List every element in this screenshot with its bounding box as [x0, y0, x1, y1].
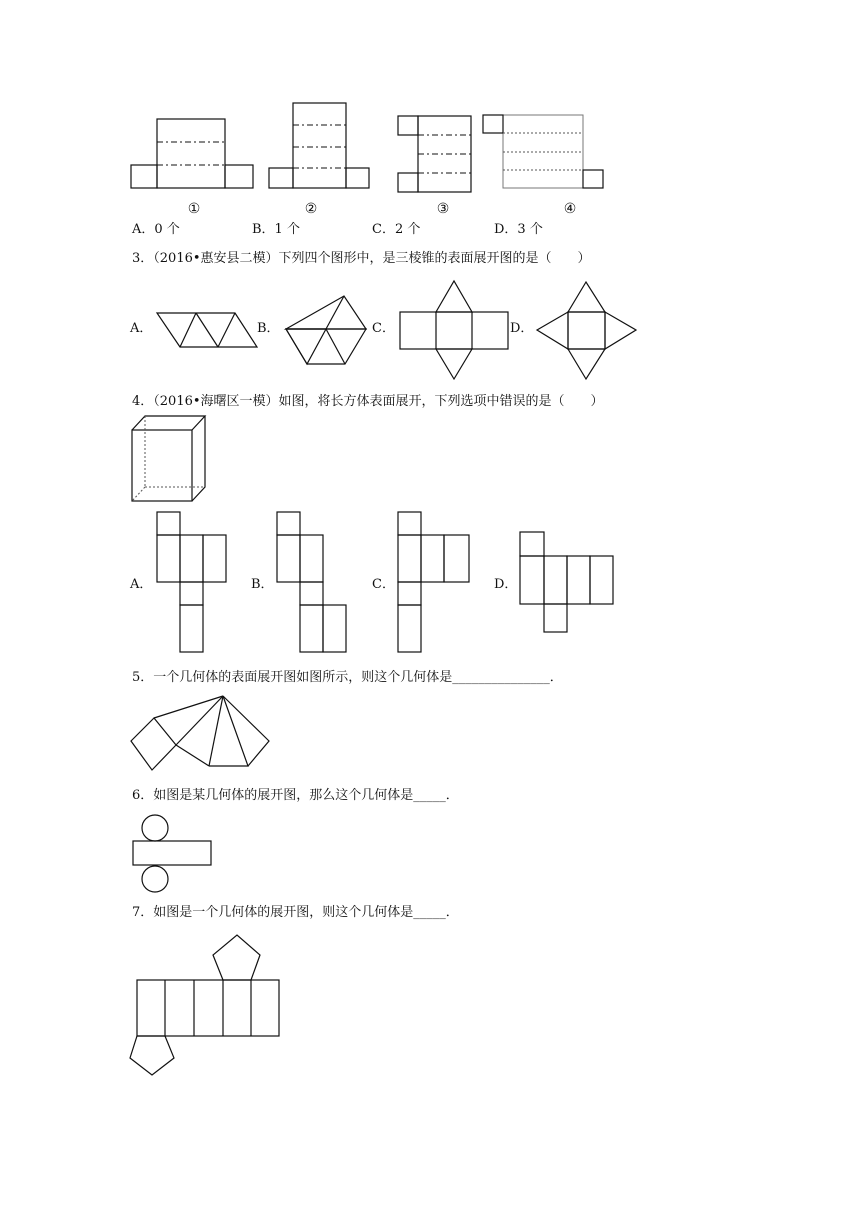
- q2-figure-label-4: ④: [563, 201, 577, 217]
- q2-option-c[interactable]: C．2 个: [372, 222, 421, 237]
- q7-pentagonal-prism-net: [130, 935, 279, 1075]
- q2-figure-label-1: ①: [187, 201, 201, 217]
- q2-figure-label-2: ②: [304, 201, 318, 217]
- q2-option-a[interactable]: A．0 个: [132, 222, 180, 237]
- q4-option-a[interactable]: A．: [130, 577, 153, 592]
- q3-option-b[interactable]: B．: [257, 321, 280, 336]
- q5-stem: 5．一个几何体的表面展开图如图所示，则这个几何体是_______________．: [132, 670, 563, 685]
- q4-option-d[interactable]: D．: [494, 577, 518, 592]
- q3-option-c[interactable]: C．: [372, 321, 395, 336]
- q6-stem: 6．如图是某几何体的展开图，那么这个几何体是_____．: [132, 788, 459, 803]
- q2-option-d[interactable]: D．3 个: [494, 222, 543, 237]
- q4-option-c[interactable]: C．: [372, 577, 395, 592]
- q3-option-a[interactable]: A．: [130, 321, 153, 336]
- q2-option-b[interactable]: B．1 个: [252, 222, 300, 237]
- q3-option-d[interactable]: D．: [510, 321, 534, 336]
- q7-stem: 7．如图是一个几何体的展开图，则这个几何体是_____．: [132, 905, 459, 920]
- q4-stem: 4．（2016•海曙区一模）如图，将长方体表面展开，下列选项中错误的是（ ）: [132, 394, 604, 409]
- q2-figure-label-3: ③: [436, 201, 450, 217]
- q4-option-b[interactable]: B．: [251, 577, 274, 592]
- q3-stem: 3．（2016•惠安县二模）下列四个图形中，是三棱锥的表面展开图的是（ ）: [132, 251, 591, 266]
